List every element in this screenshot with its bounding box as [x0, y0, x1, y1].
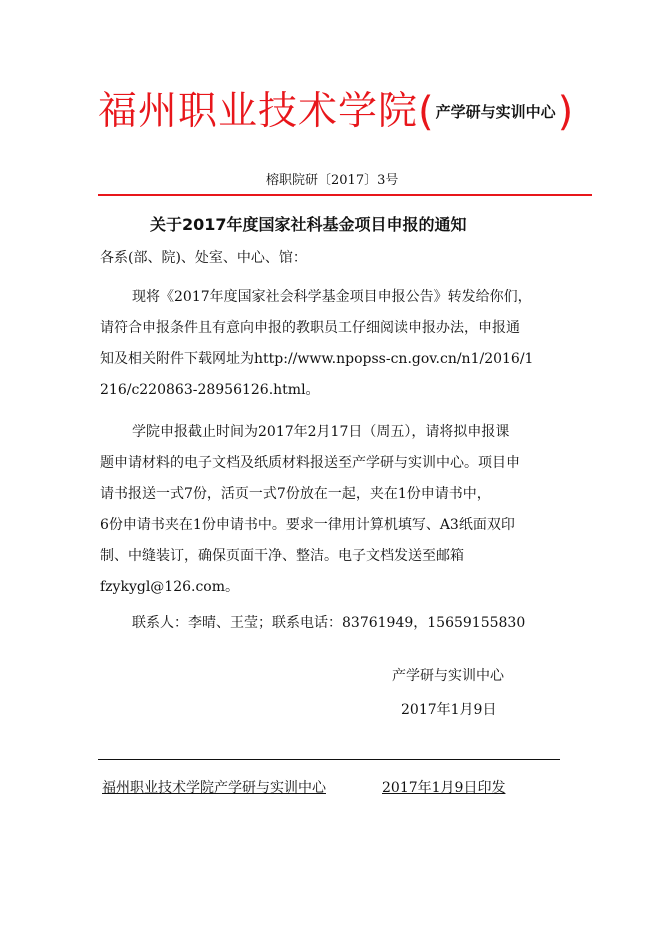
open-paren: (: [418, 89, 434, 135]
paragraph2-line: 6份申请书夹在1份申请书中。要求一律用计算机填写、A3纸面双印: [100, 517, 515, 533]
paragraph2-line: 学院申报截止时间为2017年2月17日（周五），请将拟申报课: [132, 424, 510, 440]
footer-divider: [98, 759, 560, 760]
red-divider: [98, 194, 592, 196]
department-name: 产学研与实训中心: [435, 103, 556, 121]
footer-line: [102, 778, 505, 798]
contact-email: fzykygl@126.com。: [100, 579, 240, 595]
paragraph2-line: 请书报送一式7份，活页一式7份放在一起，夹在1份申请书中，: [100, 486, 491, 502]
paragraph1-line: 知及相关附件下载网址为http://www.npopss-cn.gov.cn/n1/2016/1: [100, 351, 534, 367]
paragraph1-line: 请符合申报条件且有意向申报的教职员工仔细阅读申报办法，申报通: [100, 320, 520, 336]
footer-issuer: 福州职业技术学院产学研与实训中心: [102, 780, 326, 796]
paragraph1-line: 现将《2017年度国家社会科学基金项目申报公告》转发给你们，: [132, 289, 532, 305]
salutation: 各系(部、院)、处室、中心、馆：: [100, 250, 307, 266]
institution-name: 福州职业技术学院: [98, 89, 419, 134]
notice-title: 关于2017年度国家社科基金项目申报的通知: [150, 215, 467, 234]
paragraph1-line: 216/c220863-28956126.html。: [100, 382, 320, 398]
contact-info: 联系人：李晴、王莹；联系电话：83761949，15659155830: [132, 615, 526, 631]
footer-print-date: 2017年1月9日印发: [382, 780, 506, 796]
signature-issuer: 产学研与实训中心: [392, 668, 504, 684]
document-number: 榕职院研〔2017〕3号: [266, 173, 399, 188]
paragraph2-line: 制、中缝装订，确保页面干净、整洁。电子文档发送至邮箱: [100, 548, 464, 564]
paragraph2-line: 题申请材料的电子文档及纸质材料报送至产学研与实训中心。项目申: [100, 455, 520, 471]
close-paren: ): [557, 89, 574, 135]
letterhead: [98, 88, 573, 136]
signature-date: 2017年1月9日: [401, 702, 497, 718]
